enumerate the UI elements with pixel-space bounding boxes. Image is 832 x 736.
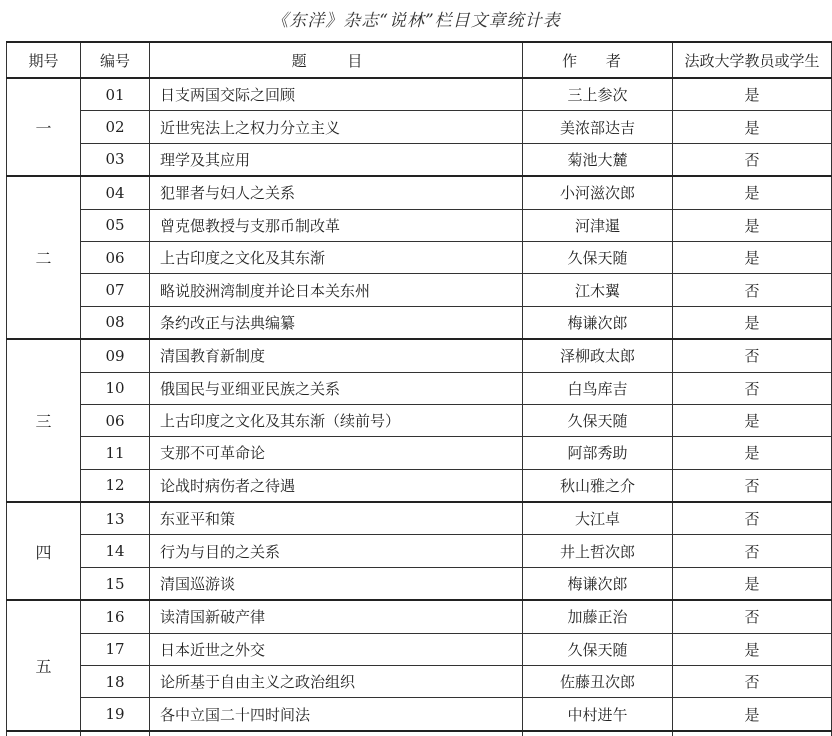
table-row bbox=[7, 274, 832, 306]
empty-cell bbox=[523, 731, 673, 736]
author-cell: 久保天随 bbox=[523, 404, 673, 436]
author-cell: 江木翼 bbox=[523, 274, 673, 306]
number-cell: 17 bbox=[81, 633, 150, 665]
faculty-cell: 否 bbox=[673, 372, 832, 404]
table-row bbox=[7, 209, 832, 241]
table-row bbox=[7, 404, 832, 436]
table-row bbox=[7, 241, 832, 273]
empty-cell bbox=[150, 731, 523, 736]
number-cell: 09 bbox=[81, 339, 150, 372]
author-cell: 美浓部达吉 bbox=[523, 111, 673, 143]
number-cell: 04 bbox=[81, 176, 150, 209]
header-author: 作 者 bbox=[523, 42, 673, 78]
number-cell: 02 bbox=[81, 111, 150, 143]
table-row bbox=[7, 633, 832, 665]
header-issue: 期号 bbox=[7, 42, 81, 78]
title-cell: 各中立国二十四时间法 bbox=[150, 698, 523, 731]
faculty-cell: 是 bbox=[673, 633, 832, 665]
title-cell: 论战时病伤者之待遇 bbox=[150, 469, 523, 502]
empty-cell bbox=[673, 731, 832, 736]
author-cell: 梅谦次郎 bbox=[523, 306, 673, 339]
title-cell: 支那不可革命论 bbox=[150, 437, 523, 469]
number-cell: 06 bbox=[81, 404, 150, 436]
table-row bbox=[7, 306, 832, 339]
table-row bbox=[7, 78, 832, 111]
table-row bbox=[7, 469, 832, 502]
faculty-cell: 是 bbox=[673, 698, 832, 731]
author-cell: 小河滋次郎 bbox=[523, 176, 673, 209]
number-cell: 12 bbox=[81, 469, 150, 502]
title-cell: 俄国民与亚细亚民族之关系 bbox=[150, 372, 523, 404]
number-cell: 19 bbox=[81, 698, 150, 731]
title-cell: 日支两国交际之回顾 bbox=[150, 78, 523, 111]
number-cell: 15 bbox=[81, 567, 150, 600]
faculty-cell: 否 bbox=[673, 502, 832, 535]
number-cell: 10 bbox=[81, 372, 150, 404]
faculty-cell: 否 bbox=[673, 143, 832, 176]
author-cell: 井上哲次郎 bbox=[523, 535, 673, 567]
number-cell: 13 bbox=[81, 502, 150, 535]
table-row bbox=[7, 143, 832, 176]
faculty-cell: 是 bbox=[673, 176, 832, 209]
title-cell: 清国巡游谈 bbox=[150, 567, 523, 600]
author-cell: 河津暹 bbox=[523, 209, 673, 241]
number-cell: 05 bbox=[81, 209, 150, 241]
author-cell: 久保天随 bbox=[523, 241, 673, 273]
title-cell: 上古印度之文化及其东渐 bbox=[150, 241, 523, 273]
faculty-cell: 是 bbox=[673, 78, 832, 111]
author-cell: 梅谦次郎 bbox=[523, 567, 673, 600]
number-cell: 11 bbox=[81, 437, 150, 469]
author-cell: 大江卓 bbox=[523, 502, 673, 535]
faculty-cell: 否 bbox=[673, 600, 832, 633]
faculty-cell: 是 bbox=[673, 306, 832, 339]
header-title: 题 目 bbox=[150, 42, 523, 78]
number-cell: 03 bbox=[81, 143, 150, 176]
issue-cell: 三 bbox=[7, 339, 81, 502]
author-cell: 阿部秀助 bbox=[523, 437, 673, 469]
author-cell: 三上参次 bbox=[523, 78, 673, 111]
faculty-cell: 是 bbox=[673, 209, 832, 241]
faculty-cell: 否 bbox=[673, 535, 832, 567]
faculty-cell: 否 bbox=[673, 469, 832, 502]
table-body bbox=[7, 78, 832, 736]
empty-cell bbox=[81, 731, 150, 736]
table-caption: 《东洋》杂志“说林”栏目文章统计表 bbox=[271, 11, 561, 31]
table-row bbox=[7, 502, 832, 535]
faculty-cell: 是 bbox=[673, 241, 832, 273]
table-row bbox=[7, 339, 832, 372]
header-row bbox=[7, 42, 832, 78]
faculty-cell: 是 bbox=[673, 437, 832, 469]
number-cell: 08 bbox=[81, 306, 150, 339]
faculty-cell: 否 bbox=[673, 274, 832, 306]
number-cell: 16 bbox=[81, 600, 150, 633]
empty-cell bbox=[7, 731, 81, 736]
faculty-cell: 是 bbox=[673, 567, 832, 600]
title-cell: 条约改正与法典编纂 bbox=[150, 306, 523, 339]
header-number: 编号 bbox=[81, 42, 150, 78]
table-row bbox=[7, 111, 832, 143]
faculty-cell: 是 bbox=[673, 404, 832, 436]
title-cell: 上古印度之文化及其东渐（续前号） bbox=[150, 404, 523, 436]
title-cell: 论所基于自由主义之政治组织 bbox=[150, 666, 523, 698]
faculty-cell: 否 bbox=[673, 666, 832, 698]
number-cell: 18 bbox=[81, 666, 150, 698]
table-row bbox=[7, 666, 832, 698]
article-stats-table bbox=[6, 41, 832, 736]
title-cell: 近世宪法上之权力分立主义 bbox=[150, 111, 523, 143]
issue-cell: 五 bbox=[7, 600, 81, 731]
table-row bbox=[7, 372, 832, 404]
table-row bbox=[7, 437, 832, 469]
issue-cell: 二 bbox=[7, 176, 81, 339]
table-row bbox=[7, 535, 832, 567]
title-cell: 东亚平和策 bbox=[150, 502, 523, 535]
number-cell: 06 bbox=[81, 241, 150, 273]
issue-cell: 四 bbox=[7, 502, 81, 600]
number-cell: 01 bbox=[81, 78, 150, 111]
header-faculty: 法政大学教员或学生 bbox=[673, 42, 832, 78]
table-row bbox=[7, 600, 832, 633]
table-row bbox=[7, 698, 832, 731]
title-cell: 读清国新破产律 bbox=[150, 600, 523, 633]
title-cell: 理学及其应用 bbox=[150, 143, 523, 176]
table-header bbox=[7, 42, 832, 78]
author-cell: 加藤正治 bbox=[523, 600, 673, 633]
title-cell: 日本近世之外交 bbox=[150, 633, 523, 665]
number-cell: 14 bbox=[81, 535, 150, 567]
title-cell: 犯罪者与妇人之关系 bbox=[150, 176, 523, 209]
title-cell: 行为与目的之关系 bbox=[150, 535, 523, 567]
issue-cell: 一 bbox=[7, 78, 81, 176]
author-cell: 久保天随 bbox=[523, 633, 673, 665]
author-cell: 佐藤丑次郎 bbox=[523, 666, 673, 698]
title-cell: 略说胶洲湾制度并论日本关东州 bbox=[150, 274, 523, 306]
author-cell: 白鸟库吉 bbox=[523, 372, 673, 404]
title-cell: 曾克偲教授与支那币制改革 bbox=[150, 209, 523, 241]
table-row bbox=[7, 176, 832, 209]
faculty-cell: 否 bbox=[673, 339, 832, 372]
number-cell: 07 bbox=[81, 274, 150, 306]
table-row bbox=[7, 567, 832, 600]
author-cell: 泽柳政太郎 bbox=[523, 339, 673, 372]
author-cell: 菊池大麓 bbox=[523, 143, 673, 176]
author-cell: 秋山雅之介 bbox=[523, 469, 673, 502]
title-cell: 清国教育新制度 bbox=[150, 339, 523, 372]
faculty-cell: 是 bbox=[673, 111, 832, 143]
table-row-partial bbox=[7, 731, 832, 736]
author-cell: 中村进午 bbox=[523, 698, 673, 731]
